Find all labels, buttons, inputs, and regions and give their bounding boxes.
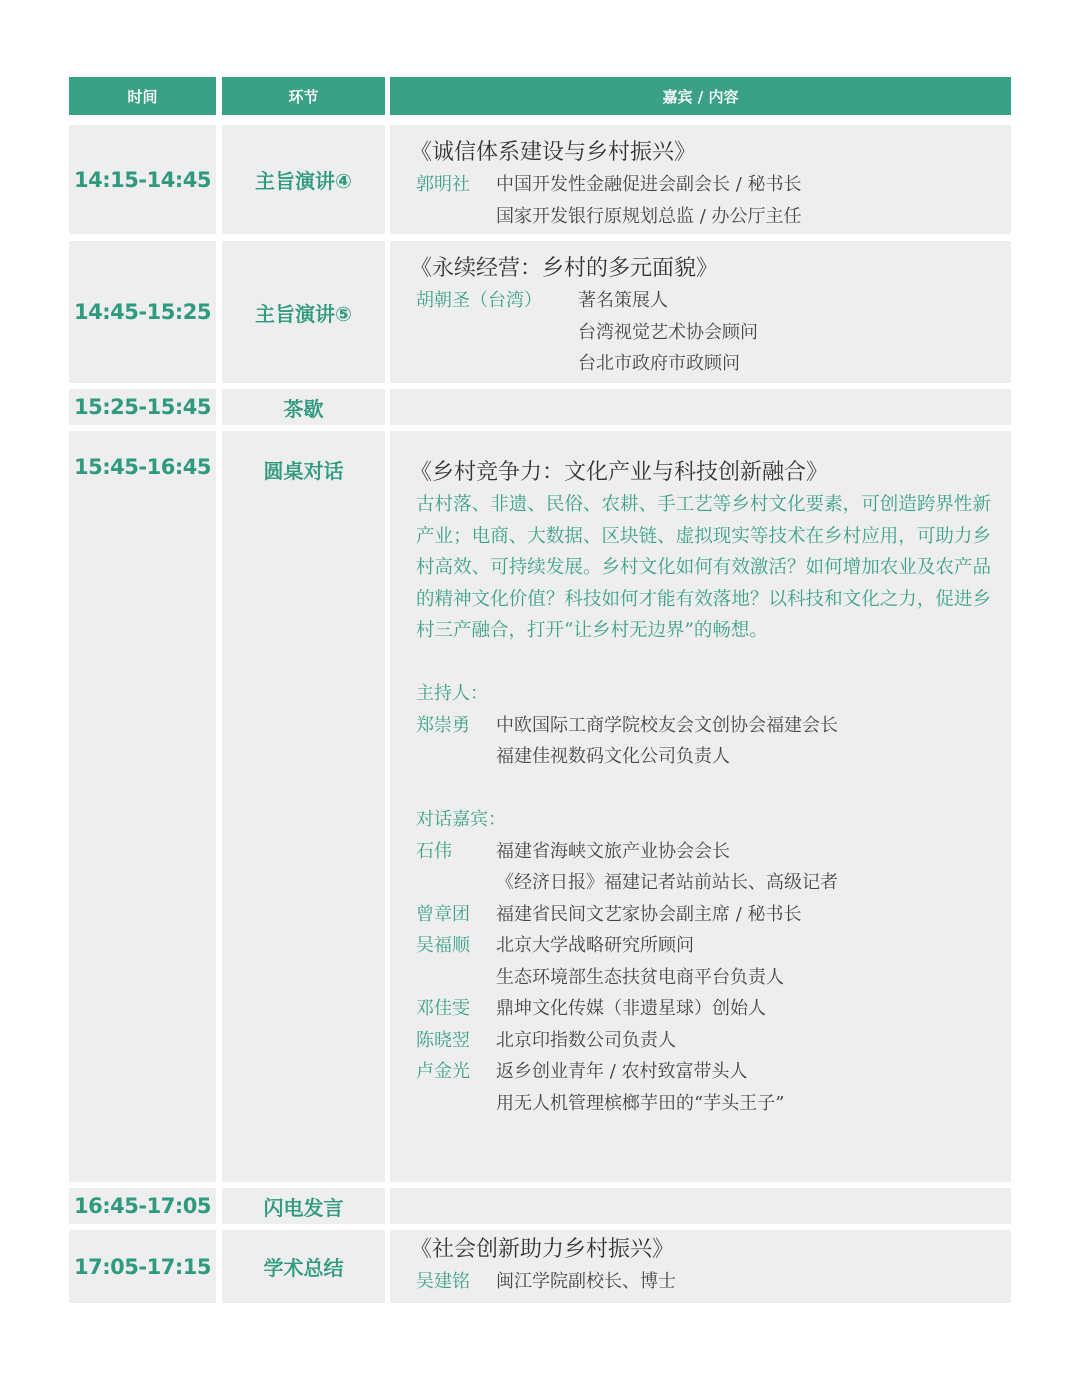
guest-line [416, 1025, 1011, 1057]
guests-label: 对话嘉宾： [416, 809, 506, 830]
row-content-empty [390, 389, 1011, 425]
guest-line [416, 867, 1011, 899]
header-content: 嘉宾 / 内容 [390, 77, 1011, 115]
speaker-line [416, 1266, 1011, 1298]
speaker-role: 著名策展人 [578, 290, 668, 311]
guest-name: 石伟 [416, 840, 452, 862]
row-segment: 茶歇 [222, 389, 385, 425]
row-time: 17:05-17:15 [69, 1230, 216, 1303]
guest-line [416, 993, 1011, 1025]
guest-role: 用无人机管理槟榔芋田的“芋头王子” [496, 1092, 785, 1114]
guest-line [416, 1056, 1011, 1088]
guest-role: 福建省海峡文旅产业协会会长 [496, 840, 730, 862]
speaker-line [416, 201, 1011, 233]
speaker-line [416, 317, 1011, 349]
panel-description: 古村落、非遗、民俗、农耕、手工艺等乡村文化要素，可创造跨界性新产业；电商、大数据、区块链、虚拟现实等技术在乡村应用，可助力乡村高效、可持续发展。乡村文化如何有效激活？如何增加农业及农产品的精神文化价值？科技如何才能有效落地？以科技和文化之力，促进乡村三产融合，打开“让乡村无边界”的畅想。 [416, 494, 991, 641]
row-time: 14:15-14:45 [69, 125, 216, 234]
speaker-name: 郭明社 [416, 174, 470, 195]
row-time: 15:45-16:45 [69, 431, 216, 1182]
guest-name: 邓佳雯 [416, 998, 470, 1019]
row-content [390, 431, 1011, 1182]
row-segment: 主旨演讲⑤ [222, 241, 385, 383]
row-segment: 闪电发言 [222, 1188, 385, 1224]
speaker-role: 台北市政府市政顾问 [578, 353, 740, 374]
row-segment: 主旨演讲④ [222, 125, 385, 234]
host-role: 福建佳视数码文化公司负责人 [496, 746, 730, 767]
speaker-line [416, 348, 1011, 380]
guest-line [416, 899, 1011, 931]
row-content [390, 241, 1011, 383]
guest-role: 返乡创业青年 / 农村致富带头人 [496, 1061, 748, 1082]
guest-name: 吴福顺 [416, 935, 470, 956]
host-role: 中欧国际工商学院校友会文创协会福建会长 [496, 714, 838, 736]
host-name: 郑崇勇 [416, 714, 470, 736]
guest-line [416, 962, 1011, 994]
row-content-empty [390, 1188, 1011, 1224]
host-line [416, 710, 1011, 742]
speaker-role: 中国开发性金融促进会副会长 / 秘书长 [496, 174, 802, 195]
host-label: 主持人： [416, 683, 488, 704]
header-segment: 环节 [222, 77, 385, 115]
header-time: 时间 [69, 77, 216, 115]
row-segment: 圆桌对话 [222, 431, 385, 1182]
speaker-name: 吴建铭 [416, 1271, 470, 1292]
speaker-role: 台湾视觉艺术协会顾问 [578, 321, 758, 343]
row-time: 16:45-17:05 [69, 1188, 216, 1224]
speaker-role: 国家开发银行原规划总监 / 办公厅主任 [496, 205, 802, 227]
speaker-line [416, 169, 1011, 201]
talk-title: 《永续经营：乡村的多元面貌》 [410, 256, 719, 281]
guest-role: 鼎坤文化传媒（非遗星球）创始人 [496, 998, 766, 1019]
speaker-name: 胡朝圣（台湾） [416, 290, 542, 311]
talk-title: 《诚信体系建设与乡村振兴》 [410, 140, 697, 165]
guest-name: 卢金光 [416, 1061, 470, 1082]
row-time: 14:45-15:25 [69, 241, 216, 383]
guest-name: 曾章团 [416, 903, 470, 925]
talk-title: 《乡村竞争力：文化产业与科技创新融合》 [410, 460, 829, 485]
talk-title: 《社会创新助力乡村振兴》 [410, 1237, 675, 1262]
row-content [390, 125, 1011, 234]
guest-line [416, 930, 1011, 962]
guest-name: 陈晓翌 [416, 1029, 470, 1051]
guest-role: 《经济日报》福建记者站前站长、高级记者 [496, 872, 838, 893]
row-content [390, 1230, 1011, 1303]
speaker-role: 闽江学院副校长、博士 [496, 1271, 676, 1292]
guest-line [416, 1088, 1011, 1120]
speaker-line [416, 285, 1011, 317]
row-time: 15:25-15:45 [69, 389, 216, 425]
host-line [416, 741, 1011, 773]
guest-role: 北京印指数公司负责人 [496, 1029, 676, 1051]
guest-role: 福建省民间文艺家协会副主席 / 秘书长 [496, 903, 802, 925]
guest-line [416, 836, 1011, 868]
row-segment: 学术总结 [222, 1230, 385, 1303]
guest-role: 北京大学战略研究所顾问 [496, 935, 694, 956]
guest-role: 生态环境部生态扶贫电商平台负责人 [496, 966, 784, 988]
